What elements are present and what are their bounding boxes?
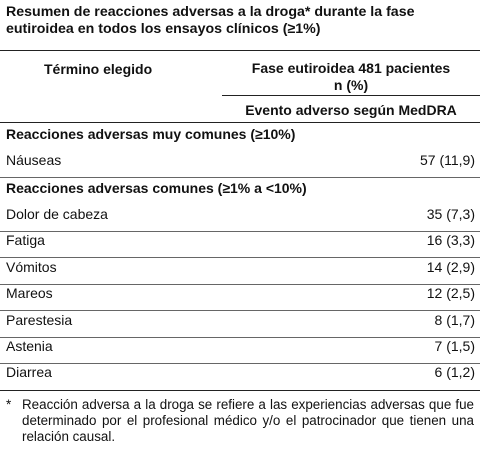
table-title: Resumen de reacciones adversas a la droga* durante la fase eutiroidea en todos los ensayos clínicos (≥1%) — [6, 4, 415, 37]
row-term: Diarrea — [6, 364, 52, 380]
row-term: Astenia — [6, 338, 53, 354]
table-row — [0, 364, 480, 390]
column-header-term: Término elegido — [44, 61, 153, 77]
table-row — [0, 152, 480, 178]
table-row — [0, 285, 480, 311]
row-value: 6 (1,2) — [434, 364, 475, 380]
column-header-phase-line1: Fase eutiroidea 481 pacientes — [251, 60, 451, 76]
column-header-phase-line2: n (%) — [333, 77, 369, 93]
row-term: Parestesia — [6, 312, 73, 328]
row-value: 7 (1,5) — [434, 338, 475, 354]
footnote — [6, 397, 474, 445]
top-rule — [0, 50, 480, 51]
row-term: Náuseas — [6, 152, 62, 168]
row-divider — [0, 310, 480, 311]
row-term: Dolor de cabeza — [6, 206, 108, 222]
row-value: 57 (11,9) — [420, 152, 475, 168]
header-bottom-rule — [0, 122, 480, 123]
table-row — [0, 206, 480, 232]
row-value: 12 (2,5) — [426, 285, 475, 301]
row-term: Fatiga — [6, 232, 45, 248]
table-row — [0, 232, 480, 258]
section-common: Reacciones adversas comunes (≥1% a <10%) — [6, 180, 307, 196]
footnote-text: Reacción adversa a la droga se refiere a las experiencias adversas que fue determinado por el profesional médico y/o el patrocinador que tienen una relación causal. — [22, 397, 474, 444]
table-row — [0, 259, 480, 285]
footnote-mark: * — [6, 397, 12, 412]
section-very-common: Reacciones adversas muy comunes (≥10%) — [6, 126, 296, 142]
column-header-phase — [222, 60, 480, 94]
row-value: 35 (7,3) — [426, 206, 475, 222]
row-value: 16 (3,3) — [426, 232, 475, 248]
subheader-rule — [222, 95, 480, 96]
row-term: Vómitos — [6, 259, 57, 275]
column-subheader-event: Evento adverso según MedDRA — [245, 102, 457, 118]
row-divider — [0, 177, 480, 178]
row-value: 8 (1,7) — [434, 312, 475, 328]
table-row — [0, 338, 480, 364]
row-term: Mareos — [6, 285, 53, 301]
bottom-rule — [0, 390, 480, 391]
table-row — [0, 312, 480, 338]
row-divider — [0, 257, 480, 258]
row-value: 14 (2,9) — [426, 259, 475, 275]
